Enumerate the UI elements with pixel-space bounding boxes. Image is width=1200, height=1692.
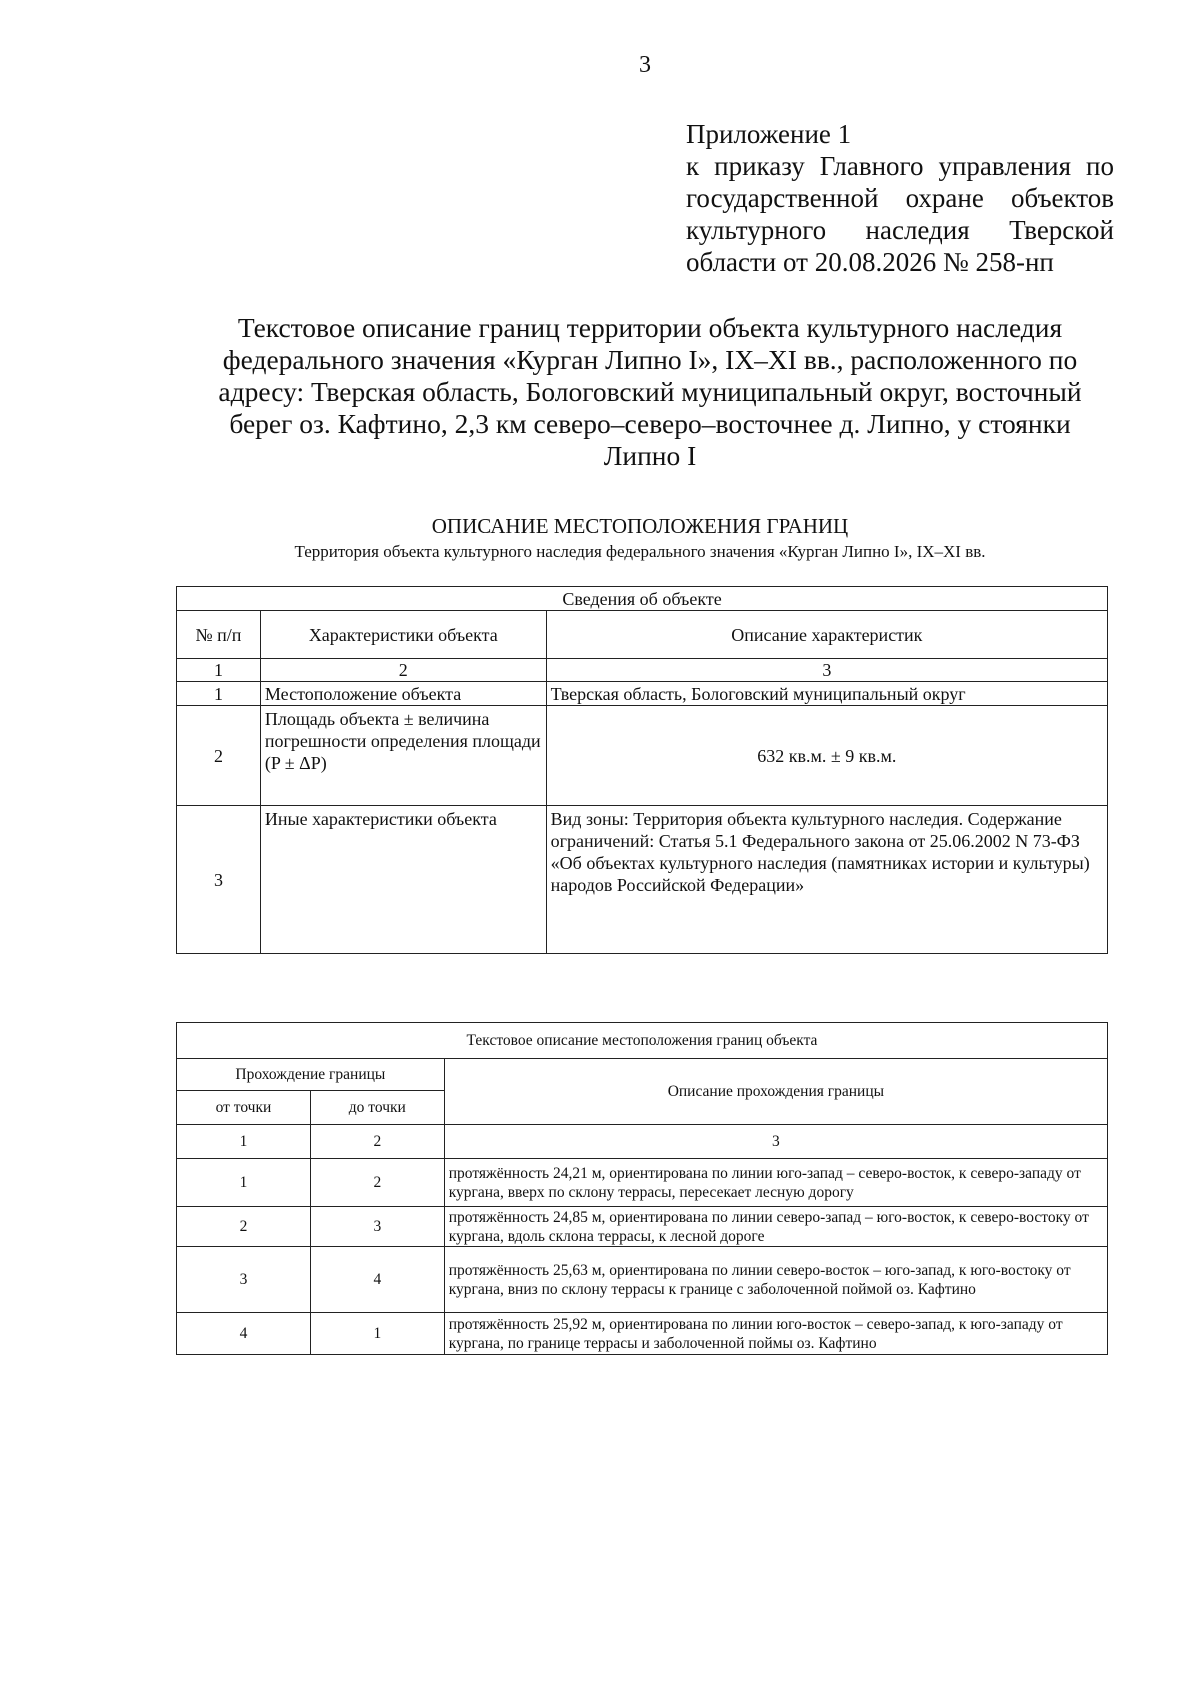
row-description: протяжённость 24,85 м, ориентирована по линии северо-запад – юго-восток, к северо-востоку от кургана, вдоль склона террасы, к лесной дороге	[444, 1207, 1107, 1247]
appendix-line: к приказу Главного управления по	[686, 151, 1114, 181]
table-row	[177, 806, 1108, 954]
header-boundary-pass: Прохождение границы	[177, 1059, 445, 1091]
title-line: берег оз. Кафтино, 2,3 км северо–северо–восточнее д. Липно, у стоянки	[229, 408, 1071, 439]
table-row	[177, 1313, 1108, 1355]
row-from-point: 3	[177, 1247, 311, 1313]
appendix-line: культурного наследия Тверской	[686, 215, 1114, 245]
row-description: протяжённость 25,92 м, ориентирована по линии юго-восток – северо-запад, к юго-западу от кургана, по границе террасы и заболоченной поймы оз. Кафтино	[444, 1313, 1107, 1355]
header-number: № п/п	[177, 611, 261, 659]
row-description: 632 кв.м. ± 9 кв.м.	[546, 706, 1107, 806]
header-to-point: до точки	[310, 1091, 444, 1125]
row-description: протяжённость 24,21 м, ориентирована по линии юго-запад – северо-восток, к северо-западу от кургана, вверх по склону террасы, пересекает лесную дорогу	[444, 1159, 1107, 1207]
appendix-line: области от 20.08.2026 № 258-нп	[686, 247, 1054, 277]
column-number: 1	[177, 1125, 311, 1159]
title-line: федерального значения «Курган Липно I», IX–XI вв., расположенного по	[222, 344, 1078, 375]
appendix-block	[686, 118, 1114, 278]
page-number: 3	[639, 52, 651, 78]
table-row	[177, 1247, 1108, 1313]
row-from-point: 4	[177, 1313, 311, 1355]
column-number: 2	[260, 659, 546, 682]
row-characteristic: Площадь объекта ± величина погрешности определения площади (P ± ΔP)	[260, 706, 546, 806]
row-number: 3	[177, 806, 261, 954]
table-row	[177, 1159, 1108, 1207]
title-line: Липно I	[603, 440, 697, 471]
column-number: 3	[546, 659, 1107, 682]
row-description: Вид зоны: Территория объекта культурного наследия. Содержание ограничений: Статья 5.1 Федерального закона от 25.06.2002 N 73-ФЗ «Об объектах культурного наследия (памятниках истории и культуры) народов Российской Федерации»	[546, 806, 1107, 954]
row-number: 1	[177, 682, 261, 706]
object-info-table	[176, 586, 1108, 954]
row-from-point: 2	[177, 1207, 311, 1247]
header-description: Описание прохождения границы	[444, 1059, 1107, 1125]
header-description: Описание характеристик	[546, 611, 1107, 659]
appendix-line: государственной охране объектов	[686, 183, 1114, 213]
document-title	[180, 312, 1120, 472]
appendix-line: Приложение 1	[686, 119, 852, 149]
row-characteristic: Иные характеристики объекта	[260, 806, 546, 954]
row-to-point: 1	[310, 1313, 444, 1355]
row-to-point: 2	[310, 1159, 444, 1207]
section-subtitle: Территория объекта культурного наследия федерального значения «Курган Липно I», IX–XI вв.	[294, 542, 986, 561]
table-caption: Текстовое описание местоположения границ объекта	[177, 1023, 1108, 1059]
row-from-point: 1	[177, 1159, 311, 1207]
row-description: протяжённость 25,63 м, ориентирована по линии северо-восток – юго-запад, к юго-востоку от кургана, вниз по склону террасы к границе с заболоченной поймой оз. Кафтино	[444, 1247, 1107, 1313]
title-line: Текстовое описание границ территории объекта культурного наследия	[237, 312, 1063, 343]
header-from-point: от точки	[177, 1091, 311, 1125]
section-title: ОПИСАНИЕ МЕСТОПОЛОЖЕНИЯ ГРАНИЦ	[431, 514, 849, 538]
row-to-point: 3	[310, 1207, 444, 1247]
table-row	[177, 706, 1108, 806]
table-row	[177, 682, 1108, 706]
title-line: адресу: Тверская область, Бологовский муниципальный округ, восточный	[218, 376, 1082, 407]
table-caption: Сведения об объекте	[177, 587, 1108, 611]
table-row	[177, 1207, 1108, 1247]
row-to-point: 4	[310, 1247, 444, 1313]
row-characteristic: Местоположение объекта	[260, 682, 546, 706]
column-number: 2	[310, 1125, 444, 1159]
column-number: 1	[177, 659, 261, 682]
header-characteristic: Характеристики объекта	[260, 611, 546, 659]
boundary-table	[176, 1022, 1108, 1355]
column-number: 3	[444, 1125, 1107, 1159]
row-description: Тверская область, Бологовский муниципальный округ	[546, 682, 1107, 706]
row-number: 2	[177, 706, 261, 806]
